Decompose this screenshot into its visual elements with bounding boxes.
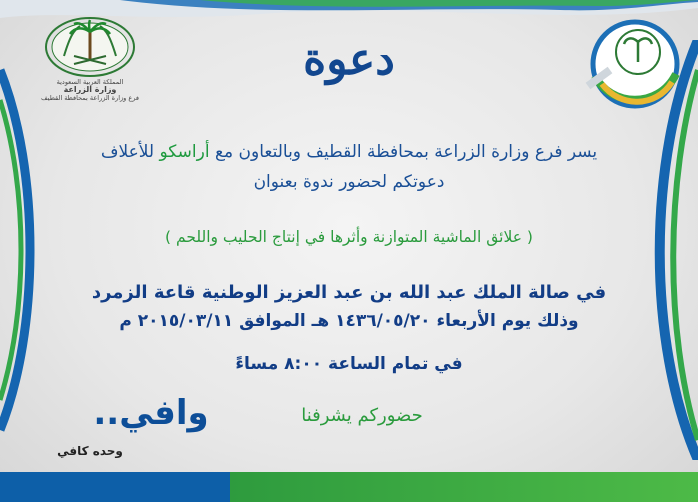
campaign-tagline: وحده كافي (57, 444, 123, 458)
venue-line: في صالة الملك عبد الله بن عبد العزيز الوطنية قاعة الزمرد (91, 282, 607, 303)
emblem-text-line2: وزارة الزراعة (63, 85, 117, 95)
invite-line: دعوتكم لحضور ندوة بعنوان (253, 172, 445, 192)
host-line-start: يسر فرع وزارة الزراعة بمحافظة القطيف وبالتعاون مع (209, 142, 598, 162)
campaign-name: وافي.. (93, 393, 209, 433)
partner-brand: أراسكو (159, 142, 210, 162)
emblem-text-line1: المملكة العربية السعودية (56, 78, 124, 86)
left-arc-decoration (0, 60, 60, 440)
invitation-title: دعوة (303, 34, 395, 85)
bottom-bar-green (230, 472, 698, 502)
emblem-text-line3: فرع وزارة الزراعة بمحافظة القطيف (41, 93, 139, 102)
time-line: في تمام الساعة ٨:٠٠ مساءً (235, 354, 463, 374)
bottom-bar-blue (0, 472, 230, 502)
closing-line: حضوركم يشرفنا (301, 405, 423, 426)
bottom-color-bar (0, 472, 698, 502)
host-line-end: للأعلاف (100, 142, 160, 162)
date-line: وذلك يوم الأربعاء ١٤٣٦/٠٥/٢٠ هـ الموافق ٢٠١٥/٠٣/١١ م (119, 311, 579, 331)
host-line (20, 142, 678, 162)
seminar-topic: ( علائق الماشية المتوازنة وأثرها في إنتاج الحليب واللحم ) (165, 228, 533, 246)
